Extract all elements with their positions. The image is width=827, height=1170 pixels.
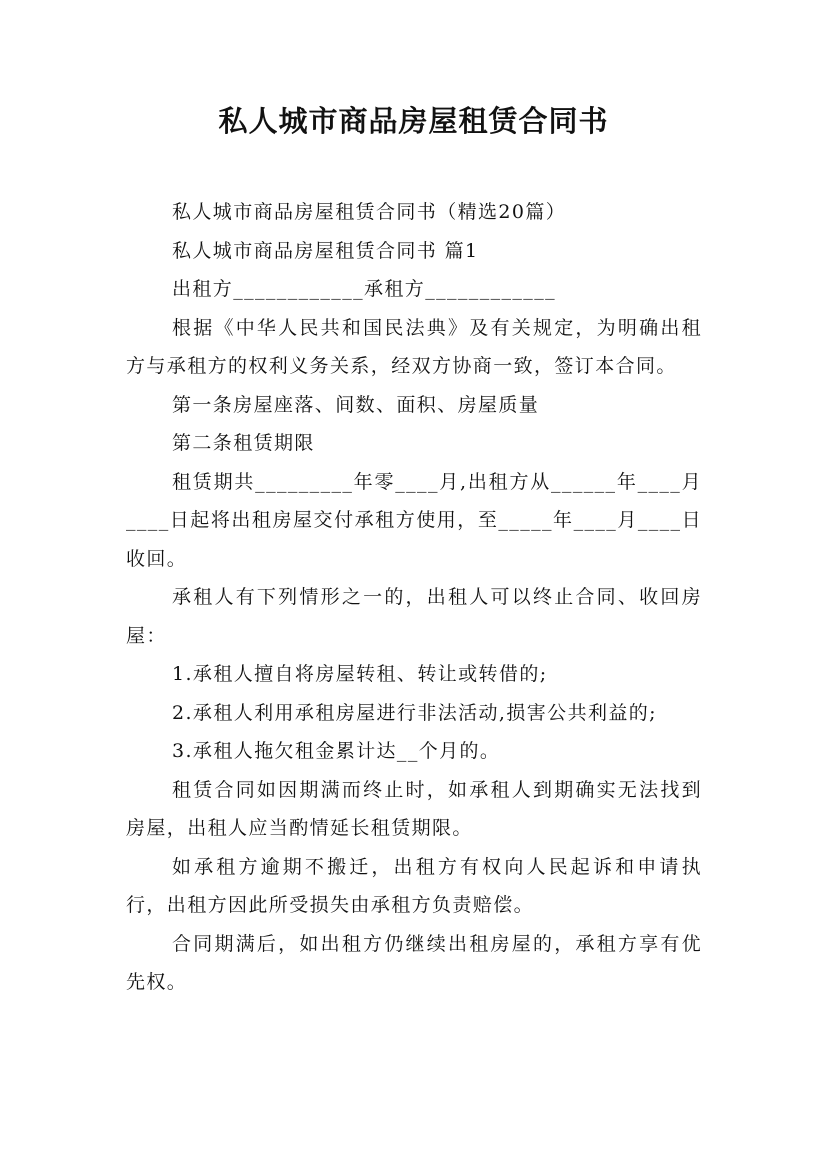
paragraph-parties: 出租方____________承租方____________ xyxy=(172,278,557,300)
paragraph-termination-conditions: 承租人有下列情形之一的，出租人可以终止合同、收回房屋： xyxy=(126,586,702,647)
paragraph-overdue-moving: 如承租方逾期不搬迁，出租方有权向人民起诉和申请执行，出租方因此所受损失由承租方负责赔偿。 xyxy=(126,855,702,916)
document-body xyxy=(126,193,702,1002)
paragraph-subtitle: 私人城市商品房屋租赁合同书（精选20篇） xyxy=(172,201,567,223)
paragraph-section-heading: 私人城市商品房屋租赁合同书 篇1 xyxy=(172,239,479,262)
list-item-condition-2: 2.承租人利用承租房屋进行非法活动,损害公共利益的; xyxy=(172,701,657,724)
list-item-condition-3: 3.承租人拖欠租金累计达__个月的。 xyxy=(172,740,501,762)
paragraph-priority-right: 合同期满后，如出租方仍继续出租房屋的，承租方享有优先权。 xyxy=(126,932,702,993)
paragraph-article-1: 第一条房屋座落、间数、面积、房屋质量 xyxy=(172,393,540,416)
paragraph-expiry-extension: 租赁合同如因期满而终止时，如承租人到期确实无法找到房屋，出租人应当酌情延长租赁期限。 xyxy=(126,778,702,839)
list-item-condition-1: 1.承租人擅自将房屋转租、转让或转借的; xyxy=(172,663,548,685)
paragraph-lease-term: 租赁期共_________年零____月,出租方从______年____月____日起将出租房屋交付承租方使用，至_____年____月____日收回。 xyxy=(126,470,702,570)
paragraph-article-2: 第二条租赁期限 xyxy=(172,432,315,454)
document-title: 私人城市商品房屋租赁合同书 xyxy=(218,104,609,138)
paragraph-preamble: 根据《中华人民共和国民法典》及有关规定，为明确出租方与承租方的权利义务关系，经双方协商一致，签订本合同。 xyxy=(126,316,702,377)
